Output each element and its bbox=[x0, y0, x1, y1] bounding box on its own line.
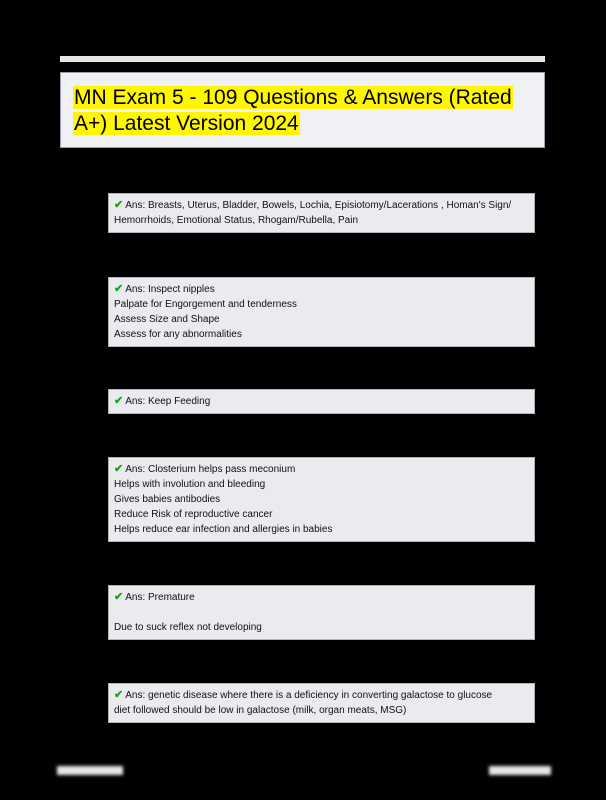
check-icon: ✔ bbox=[114, 283, 124, 295]
check-icon: ✔ bbox=[114, 689, 124, 701]
answer-line: ✔ Ans: Closterium helps pass meconium bbox=[114, 463, 296, 475]
answer-card-6 bbox=[108, 683, 535, 723]
blank-line bbox=[114, 605, 530, 620]
answer-line: Helps with involution and bleeding bbox=[114, 479, 266, 490]
answer-line: Hemorrhoids, Emotional Status, Rhogam/Rubella, Pain bbox=[114, 215, 359, 226]
check-icon: ✔ bbox=[114, 199, 124, 211]
answer-card-3 bbox=[108, 389, 535, 414]
check-icon: ✔ bbox=[114, 395, 124, 407]
check-icon: ✔ bbox=[114, 591, 124, 603]
answer-card-4 bbox=[108, 457, 535, 542]
answer-line: ✔ Ans: Breasts, Uterus, Bladder, Bowels, Lochia, Episiotomy/Lacerations , Homan's Sign/ bbox=[114, 199, 512, 211]
answer-card-5 bbox=[108, 585, 535, 640]
answer-card-1 bbox=[108, 193, 535, 233]
answer-line: Helps reduce ear infection and allergies in babies bbox=[114, 524, 333, 535]
answer-line: diet followed should be low in galactose (milk, organ meats, MSG) bbox=[114, 705, 407, 716]
answer-line: Palpate for Engorgement and tenderness bbox=[114, 299, 297, 310]
footer-left-blurred-text bbox=[57, 766, 123, 775]
answer-line: ✔ Ans: Premature bbox=[114, 591, 195, 603]
answer-card-2 bbox=[108, 277, 535, 347]
answer-line: Assess Size and Shape bbox=[114, 314, 220, 325]
footer-right-blurred-text bbox=[489, 766, 551, 775]
answer-line: Assess for any abnormalities bbox=[114, 329, 242, 340]
check-icon: ✔ bbox=[114, 463, 124, 475]
answer-line: Gives babies antibodies bbox=[114, 494, 221, 505]
answer-line: Reduce Risk of reproductive cancer bbox=[114, 509, 273, 520]
title-box bbox=[60, 72, 545, 148]
answer-line: Due to suck reflex not developing bbox=[114, 622, 262, 633]
answer-line: ✔ Ans: genetic disease where there is a deficiency in converting galactose to glucose bbox=[114, 689, 493, 701]
header-divider bbox=[60, 56, 545, 62]
answer-line: ✔ Ans: Keep Feeding bbox=[114, 395, 211, 407]
document-title: MN Exam 5 - 109 Questions & Answers (Rated A+) Latest Version 2024 bbox=[74, 86, 512, 135]
answer-line: ✔ Ans: Inspect nipples bbox=[114, 283, 215, 295]
